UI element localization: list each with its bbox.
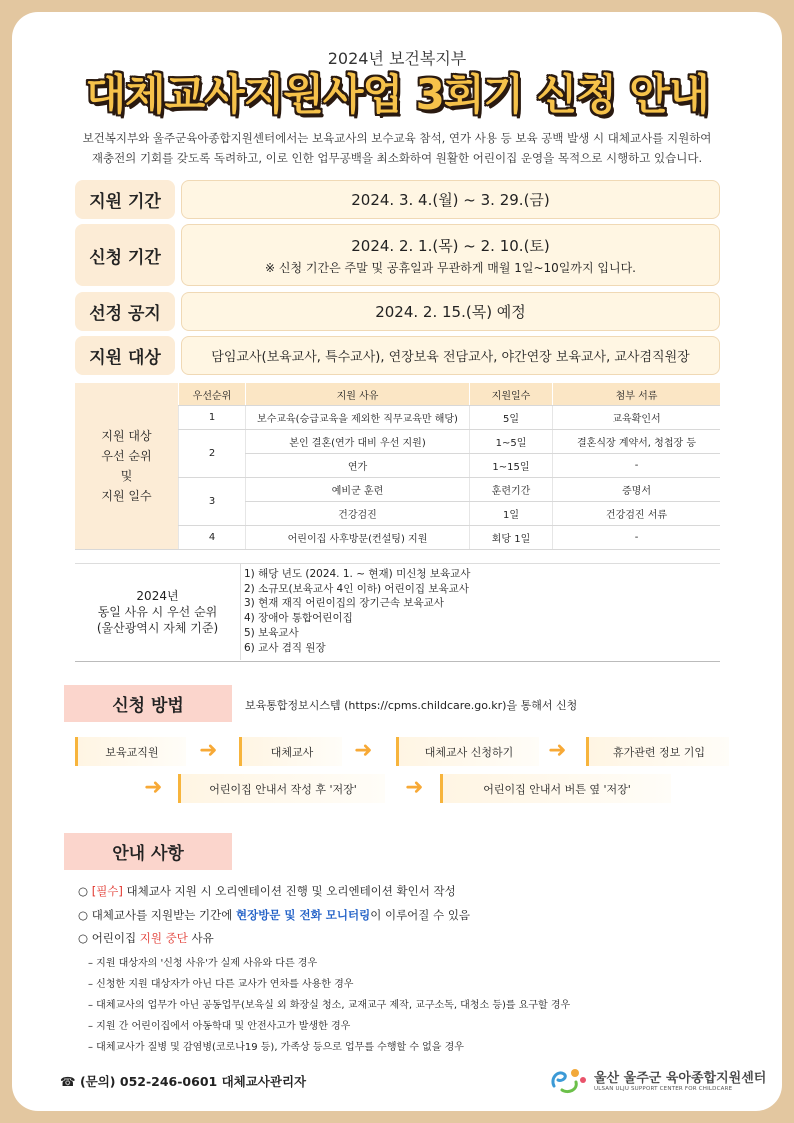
cell-reason: 예비군 훈련 <box>246 478 470 502</box>
notice-value <box>181 292 720 331</box>
notice-highlight: 현장방문 및 전화 모니터링 <box>235 908 371 922</box>
list-item: – 지원 간 어린이집에서 아동학대 및 안전사고가 발생한 경우 <box>88 1021 351 1032</box>
list-item: – 대체교사의 업무가 아닌 공동업무(보육실 외 화장실 청소, 교재교구 제작, 교구소독, 대청소 등)를 요구할 경우 <box>88 1000 571 1011</box>
cell-docs: 결혼식장 계약서, 청첩장 등 <box>553 430 721 454</box>
notice-item-1 <box>78 883 456 899</box>
cell-days: 5일 <box>470 406 553 430</box>
notice-value-text: 2024. 2. 15.(목) 예정 <box>375 303 526 321</box>
col-header-rank: 우선순위 <box>179 383 246 406</box>
same-reason-line: 동일 사유 시 우선 순위 <box>97 604 218 619</box>
list-item: – 신청한 지원 대상자가 아닌 다른 교사가 연차를 사용한 경우 <box>88 979 354 990</box>
contact-text: (문의) 052-246-0601 대체교사관리자 <box>79 1074 307 1089</box>
list-item: – 대체교사가 질병 및 감염병(코로나19 등), 가족상 등으로 업무를 수행할 수 없을 경우 <box>88 1042 464 1053</box>
cell-days: 1~5일 <box>470 430 553 454</box>
poster-title: 대체교사지원사업 3회기 신청 안내 <box>85 70 709 119</box>
bullet-circle-icon: ○ <box>78 884 89 898</box>
flow-step-6: 어린이집 안내서 버튼 옆 '저장' <box>440 774 671 803</box>
cell-rank: 1 <box>179 406 246 430</box>
info-row-notice <box>75 292 720 331</box>
notice-text: 이 이루어질 수 있음 <box>370 908 471 922</box>
side-line: 지원 대상 <box>101 429 152 443</box>
notice-label: 선정 공지 <box>75 292 175 331</box>
table-header-row <box>75 383 720 406</box>
info-row-target <box>75 336 720 375</box>
cell-days: 회당 1일 <box>470 526 553 550</box>
contact-info <box>60 1072 306 1090</box>
cell-rank: 4 <box>179 526 246 550</box>
same-reason-list <box>244 567 470 655</box>
table-side-label <box>75 383 179 550</box>
cell-docs: - <box>553 526 721 550</box>
notice-text: 대체교사를 지원받는 기간에 <box>88 908 236 922</box>
intro-text <box>60 128 734 168</box>
cell-docs: - <box>553 454 721 478</box>
apply-value-text: 2024. 2. 1.(목) ~ 2. 10.(토) <box>351 236 550 255</box>
list-item: 3) 현재 재직 어린이집의 장기근속 보육교사 <box>244 597 444 610</box>
cell-rank: 2 <box>179 430 246 478</box>
cell-docs: 교육확인서 <box>553 406 721 430</box>
cell-reason: 보수교육(승급교육을 제외한 직무교육만 해당) <box>246 406 470 430</box>
cell-reason: 건강검진 <box>246 502 470 526</box>
list-item: 1) 해당 년도 (2024. 1. ~ 현재) 미신청 보육교사 <box>244 568 471 580</box>
org-name: 울산 울주군 육아종합지원센터 <box>594 1070 767 1086</box>
method-desc: 보육통합정보시스템 (https://cpms.childcare.go.kr)을 통해서 신청 <box>245 699 578 712</box>
arrow-right-icon: ➜ <box>354 738 373 763</box>
side-line: 및 <box>120 469 133 483</box>
info-row-period <box>75 180 720 219</box>
target-label: 지원 대상 <box>75 336 175 375</box>
cell-days: 훈련기간 <box>470 478 553 502</box>
notice-highlight: 지원 중단 <box>139 931 188 945</box>
org-name-en: ULSAN ULJU SUPPORT CENTER FOR CHILDCARE <box>594 1085 733 1092</box>
arrow-right-icon: ➜ <box>144 775 163 800</box>
arrow-right-icon: ➜ <box>405 775 424 800</box>
flow-step-4: 휴가관련 정보 기입 <box>586 737 729 766</box>
period-label: 지원 기간 <box>75 180 175 219</box>
col-header-docs: 첨부 서류 <box>553 383 721 406</box>
bullet-circle-icon: ○ <box>78 908 89 922</box>
side-line: 우선 순위 <box>101 449 152 463</box>
same-reason-line: 2024년 <box>136 588 179 603</box>
notice-text: 어린이집 <box>88 931 140 945</box>
col-header-days: 지원일수 <box>470 383 553 406</box>
cell-days: 1~15일 <box>470 454 553 478</box>
target-value-text: 담임교사(보육교사, 특수교사), 연장보육 전담교사, 야간연장 보육교사, 교사겸직원장 <box>211 350 690 365</box>
cell-reason: 연가 <box>246 454 470 478</box>
cell-docs: 증명서 <box>553 478 721 502</box>
col-header-reason: 지원 사유 <box>246 383 470 406</box>
notice-text: 대체교사 지원 시 오리엔테이션 진행 및 오리엔테이션 확인서 작성 <box>122 884 456 898</box>
flow-step-3: 대체교사 신청하기 <box>396 737 539 766</box>
list-item: 4) 장애아 통합어린이집 <box>244 612 353 625</box>
intro-line-2: 재충전의 기회를 갖도록 독려하고, 이로 인한 업무공백을 최소화하여 원활한 어린이집 운영을 목적으로 시행하고 있습니다. <box>91 151 703 165</box>
apply-note: ※ 신청 기간은 주말 및 공휴일과 무관하게 매월 1일~10일까지 입니다. <box>265 260 636 275</box>
side-line: 지원 일수 <box>101 489 152 503</box>
flow-step-1: 보육교직원 <box>75 737 186 766</box>
cell-reason: 어린이집 사후방문(컨설팅) 지원 <box>246 526 470 550</box>
apply-label: 신청 기간 <box>75 224 175 286</box>
cell-reason: 본인 결혼(연가 대비 우선 지원) <box>246 430 470 454</box>
cell-docs: 건강검진 서류 <box>553 502 721 526</box>
priority-table <box>75 383 720 550</box>
list-item: 2) 소규모(보육교사 4인 이하) 어린이집 보육교사 <box>244 582 469 595</box>
list-item: 6) 교사 겸직 원장 <box>244 641 326 654</box>
same-reason-label <box>75 563 241 660</box>
org-logo <box>548 1064 766 1094</box>
poster-sheet <box>12 12 782 1111</box>
flow-step-2: 대체교사 <box>239 737 342 766</box>
same-reason-line: (울산광역시 자체 기준) <box>96 620 219 635</box>
intro-line-1: 보건복지부와 울주군육아종합지원센터에서는 보육교사의 보수교육 참석, 연가 사용 등 보육 공백 발생 시 대체교사를 지원하여 <box>82 131 712 145</box>
bullet-circle-icon: ○ <box>78 931 89 945</box>
target-value <box>181 336 720 375</box>
org-logo-icon <box>548 1064 588 1094</box>
period-value <box>181 180 720 219</box>
notice-item-3 <box>78 930 214 946</box>
cell-days: 1일 <box>470 502 553 526</box>
arrow-right-icon: ➜ <box>199 738 218 763</box>
apply-value <box>181 224 720 286</box>
list-item: – 지원 대상자의 '신청 사유'가 실제 사유와 다른 경우 <box>88 958 318 969</box>
required-tag: [필수] <box>91 884 123 898</box>
info-row-apply <box>75 224 720 286</box>
period-value-text: 2024. 3. 4.(월) ~ 3. 29.(금) <box>351 191 550 209</box>
arrow-right-icon: ➜ <box>548 738 567 763</box>
notice-item-2 <box>78 907 470 923</box>
method-heading: 신청 방법 <box>64 685 232 722</box>
list-item: 5) 보육교사 <box>244 626 299 639</box>
guide-heading: 안내 사항 <box>64 833 232 870</box>
notice-text: 사유 <box>187 931 214 945</box>
cell-rank: 3 <box>179 478 246 526</box>
flow-step-5: 어린이집 안내서 작성 후 '저장' <box>178 774 385 803</box>
phone-icon: ☎ <box>60 1074 76 1089</box>
poster-subtitle: 2024년 보건복지부 <box>327 49 467 68</box>
